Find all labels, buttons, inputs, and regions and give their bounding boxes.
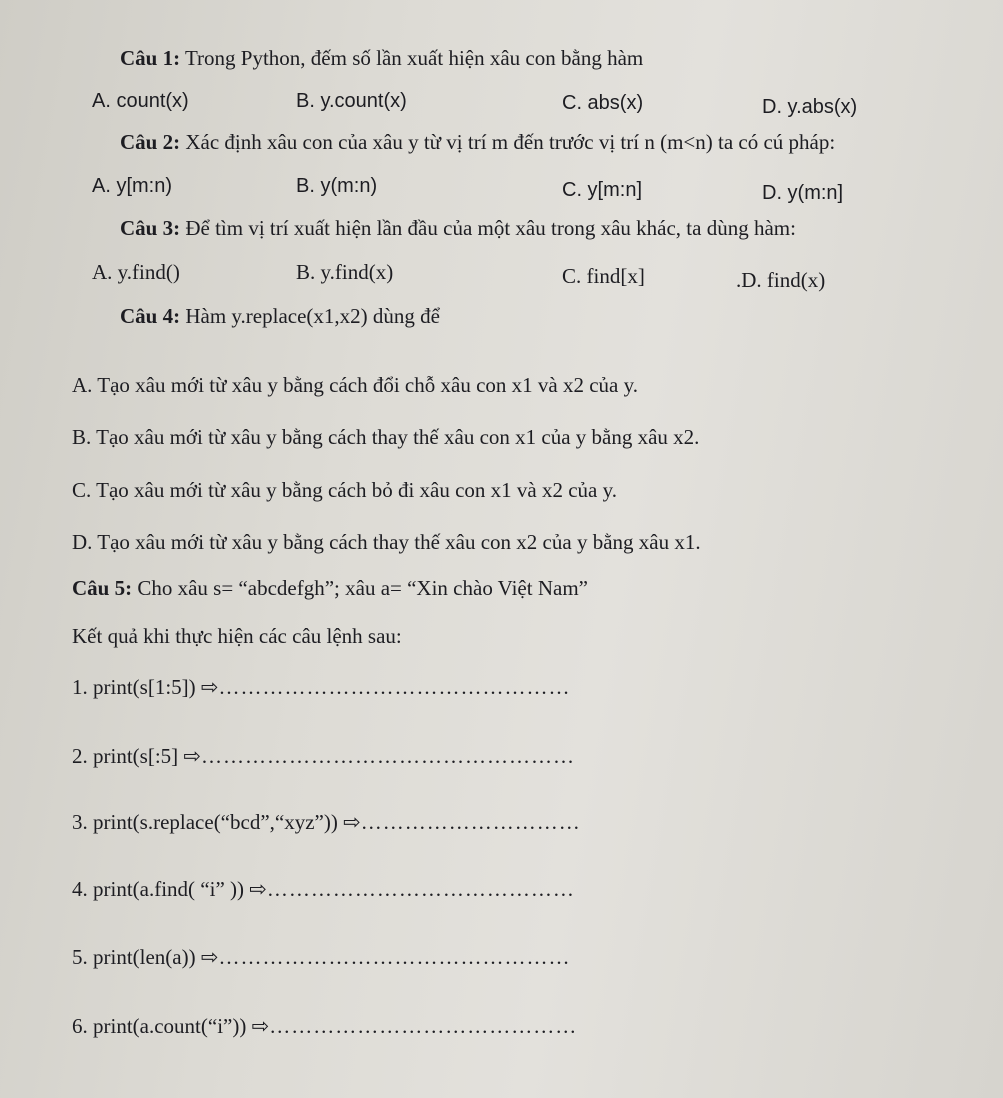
statement-6 <box>72 1014 577 1039</box>
option-d: D. y.abs(x) <box>762 96 858 118</box>
question-text: Để tìm vị trí xuất hiện lần đầu của một xâu trong xâu khác, ta dùng hàm: <box>180 216 796 240</box>
question-label: Câu 4: <box>120 304 181 328</box>
question-text: Trong Python, đếm số lần xuất hiện xâu con bằng hàm <box>180 46 644 70</box>
statement-code: 4. print(a.find( “i” )) ⇨ <box>72 877 267 901</box>
statement-5 <box>72 945 570 970</box>
option-d: D. y(m:n] <box>762 182 844 204</box>
option-c: C. Tạo xâu mới từ xâu y bằng cách bỏ đi xâu con x1 và x2 của y. <box>72 478 618 502</box>
answer-blank[interactable]: …………………………………………… <box>201 744 575 768</box>
statement-code: 2. print(s[:5] ⇨ <box>72 744 201 768</box>
option-b: B. y.find(x) <box>296 260 394 284</box>
option-b: B. y.count(x) <box>296 90 407 112</box>
statement-4 <box>72 877 575 902</box>
answer-blank[interactable]: …………………………………… <box>269 1014 578 1038</box>
question-text: Xác định xâu con của xâu y từ vị trí m đến trước vị trí n (m<n) ta có cú pháp: <box>180 130 836 154</box>
statement-code: 3. print(s.replace(“bcd”,“xyz”)) ⇨ <box>72 810 361 834</box>
option-d: .D. find(x) <box>736 268 826 292</box>
option-a: A. y[m:n) <box>92 175 173 197</box>
question-3-stem <box>120 216 796 241</box>
question-2-stem <box>120 130 835 155</box>
option-a: A. count(x) <box>92 90 189 112</box>
question-text: Hàm y.replace(x1,x2) dùng để <box>180 304 440 328</box>
answer-blank[interactable]: ………………………………………… <box>218 675 571 699</box>
statement-2 <box>72 744 575 769</box>
statement-3 <box>72 810 581 835</box>
option-c: C. y[m:n] <box>562 179 643 201</box>
option-d: D. Tạo xâu mới từ xâu y bằng cách thay thế xâu con x2 của y bằng xâu x1. <box>72 530 701 554</box>
answer-blank[interactable]: ………………………………………… <box>218 945 571 969</box>
question-4-stem <box>120 304 440 329</box>
question-1-stem <box>120 46 643 71</box>
answer-blank[interactable]: …………………………………… <box>266 877 575 901</box>
option-c: C. abs(x) <box>562 92 644 114</box>
question-label: Câu 2: <box>120 130 181 154</box>
option-b: B. y(m:n) <box>296 175 378 197</box>
option-a: A. Tạo xâu mới từ xâu y bằng cách đổi chỗ xâu con x1 và x2 của y. <box>72 373 638 397</box>
question-label: Câu 5: <box>72 576 133 600</box>
question-text: Cho xâu s= “abcdefgh”; xâu a= “Xin chào Việt Nam” <box>132 576 588 600</box>
statement-1 <box>72 675 571 700</box>
option-b: B. Tạo xâu mới từ xâu y bằng cách thay thế xâu con x1 của y bằng xâu x2. <box>72 425 700 449</box>
option-a: A. y.find() <box>92 260 180 284</box>
question-label: Câu 3: <box>120 216 181 240</box>
question-label: Câu 1: <box>120 46 181 70</box>
answer-blank[interactable]: ………………………… <box>360 810 581 834</box>
statement-code: 1. print(s[1:5]) ⇨ <box>72 675 219 699</box>
result-intro: Kết quả khi thực hiện các câu lệnh sau: <box>72 624 402 648</box>
question-5-stem <box>72 576 588 601</box>
statement-code: 6. print(a.count(“i”)) ⇨ <box>72 1014 270 1038</box>
statement-code: 5. print(len(a)) ⇨ <box>72 945 219 969</box>
option-c: C. find[x] <box>562 264 645 288</box>
